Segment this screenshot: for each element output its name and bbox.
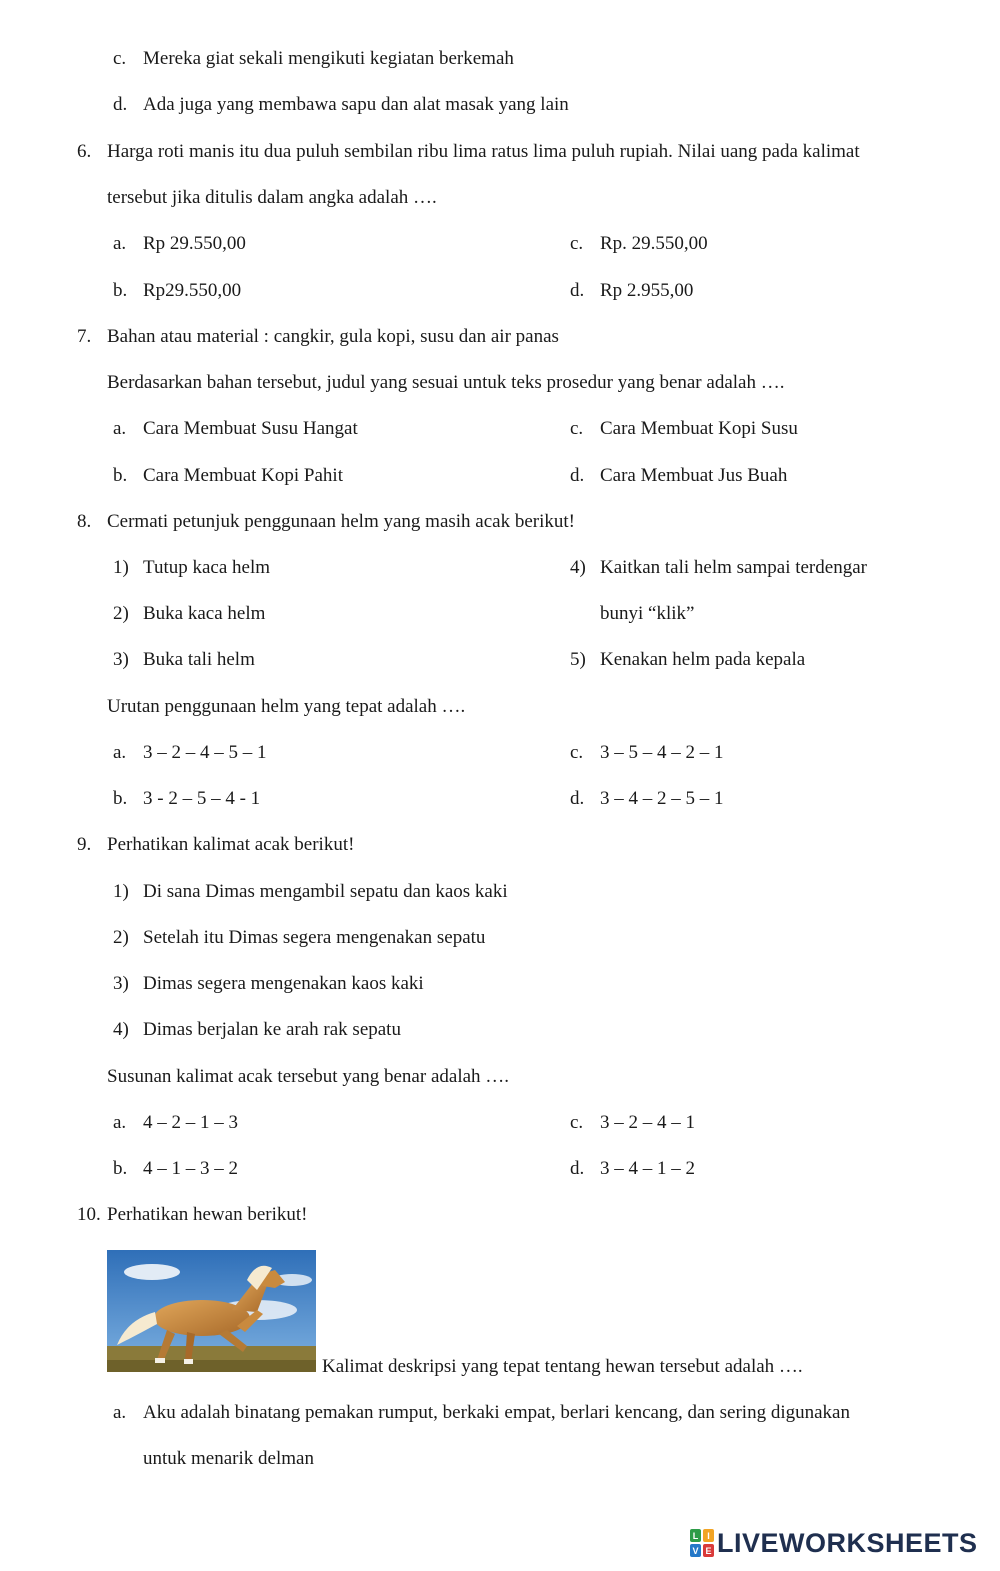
q9-option-d: 3 – 4 – 1 – 2 (600, 1158, 695, 1179)
question-8-prompt: Urutan penggunaan helm yang tepat adalah …. (107, 696, 466, 717)
brand-name: LIVEWORKSHEETS (717, 1527, 978, 1558)
q8-option-a: 3 – 2 – 4 – 5 – 1 (143, 742, 267, 763)
horse-hoof (155, 1358, 165, 1363)
q8-option-d: 3 – 4 – 2 – 5 – 1 (600, 788, 724, 809)
q8-step-4: Kaitkan tali helm sampai terdengar (600, 557, 867, 578)
q9-option-b: 4 – 1 – 3 – 2 (143, 1158, 238, 1179)
sentence-marker: 3) (113, 973, 129, 994)
question-10-caption: Kalimat deskripsi yang tepat tentang hewan tersebut adalah …. (322, 1356, 803, 1377)
horse-photo (107, 1250, 316, 1372)
q9-sentence-4: Dimas berjalan ke arah rak sepatu (143, 1019, 401, 1040)
question-number-9: 9. (77, 834, 92, 855)
q8-step-3: Buka tali helm (143, 649, 255, 670)
option-marker: c. (570, 742, 584, 763)
horse-hoof (184, 1359, 193, 1364)
question-7-text-continued: Berdasarkan bahan tersebut, judul yang sesuai untuk teks prosedur yang benar adalah …. (107, 372, 785, 393)
option-marker: d. (113, 94, 128, 115)
option-marker: c. (570, 1112, 584, 1133)
q8-step-4-continued: bunyi “klik” (600, 603, 695, 624)
sentence-marker: 4) (113, 1019, 129, 1040)
option-marker: b. (113, 1158, 128, 1179)
step-marker: 3) (113, 649, 129, 670)
q7-option-b: Cara Membuat Kopi Pahit (143, 465, 343, 486)
step-marker: 4) (570, 557, 586, 578)
question-9-text: Perhatikan kalimat acak berikut! (107, 834, 355, 855)
option-marker: b. (113, 280, 128, 301)
q8-option-c: 3 – 5 – 4 – 2 – 1 (600, 742, 724, 763)
step-marker: 1) (113, 557, 129, 578)
question-number-7: 7. (77, 326, 92, 347)
option-marker: d. (570, 465, 585, 486)
question-6-text: Harga roti manis itu dua puluh sembilan ribu lima ratus lima puluh rupiah. Nilai uang pada kalimat (107, 141, 860, 162)
question-number-6: 6. (77, 141, 92, 162)
q6-option-b: Rp29.550,00 (143, 280, 242, 301)
q8-step-5: Kenakan helm pada kepala (600, 649, 806, 670)
q5-option-c: Mereka giat sekali mengikuti kegiatan berkemah (143, 48, 514, 69)
sentence-marker: 1) (113, 881, 129, 902)
sentence-marker: 2) (113, 927, 129, 948)
q9-option-c: 3 – 2 – 4 – 1 (600, 1112, 695, 1133)
question-8-text: Cermati petunjuk penggunaan helm yang masih acak berikut! (107, 511, 575, 532)
brand-icon-letter: L (692, 1531, 699, 1541)
question-9-prompt: Susunan kalimat acak tersebut yang benar adalah …. (107, 1066, 510, 1087)
question-number-10: 10. (77, 1204, 101, 1225)
step-marker: 5) (570, 649, 586, 670)
option-marker: c. (570, 233, 584, 254)
q8-step-1: Tutup kaca helm (143, 557, 271, 578)
q10-option-a-continued: untuk menarik delman (143, 1448, 314, 1469)
option-marker: d. (570, 788, 585, 809)
q6-option-a: Rp 29.550,00 (143, 233, 246, 254)
brand-icon-letter: E (705, 1546, 712, 1556)
q5-option-d: Ada juga yang membawa sapu dan alat masak yang lain (143, 94, 569, 115)
brand-icon-letter: I (707, 1531, 710, 1541)
question-7-text: Bahan atau material : cangkir, gula kopi, susu dan air panas (107, 326, 559, 347)
option-marker: d. (570, 280, 585, 301)
question-10-text: Perhatikan hewan berikut! (107, 1204, 308, 1225)
brand-icon (690, 1529, 714, 1557)
liveworksheets-logo[interactable] (690, 1527, 978, 1559)
option-marker: c. (113, 48, 127, 69)
q7-option-d: Cara Membuat Jus Buah (600, 465, 788, 486)
option-marker: a. (113, 418, 127, 439)
q8-option-b: 3 - 2 – 5 – 4 - 1 (143, 788, 261, 809)
q8-step-2: Buka kaca helm (143, 603, 266, 624)
option-marker: a. (113, 1402, 127, 1423)
option-marker: a. (113, 1112, 127, 1133)
grass-shadow (107, 1360, 316, 1372)
q9-sentence-1: Di sana Dimas mengambil sepatu dan kaos kaki (143, 881, 508, 902)
question-number-8: 8. (77, 511, 92, 532)
option-marker: d. (570, 1158, 585, 1179)
option-marker: a. (113, 742, 127, 763)
q9-option-a: 4 – 2 – 1 – 3 (143, 1112, 238, 1133)
q7-option-a: Cara Membuat Susu Hangat (143, 418, 358, 439)
option-marker: a. (113, 233, 127, 254)
option-marker: c. (570, 418, 584, 439)
q6-option-d: Rp 2.955,00 (600, 280, 694, 301)
step-marker: 2) (113, 603, 129, 624)
q7-option-c: Cara Membuat Kopi Susu (600, 418, 798, 439)
option-marker: b. (113, 465, 128, 486)
q9-sentence-2: Setelah itu Dimas segera mengenakan sepatu (143, 927, 486, 948)
q6-option-c: Rp. 29.550,00 (600, 233, 708, 254)
cloud (124, 1264, 180, 1280)
question-6-text-continued: tersebut jika ditulis dalam angka adalah …. (107, 187, 437, 208)
q10-option-a: Aku adalah binatang pemakan rumput, berkaki empat, berlari kencang, dan sering digunakan (143, 1402, 850, 1423)
q9-sentence-3: Dimas segera mengenakan kaos kaki (143, 973, 424, 994)
option-marker: b. (113, 788, 128, 809)
brand-icon-letter: V (692, 1546, 699, 1556)
